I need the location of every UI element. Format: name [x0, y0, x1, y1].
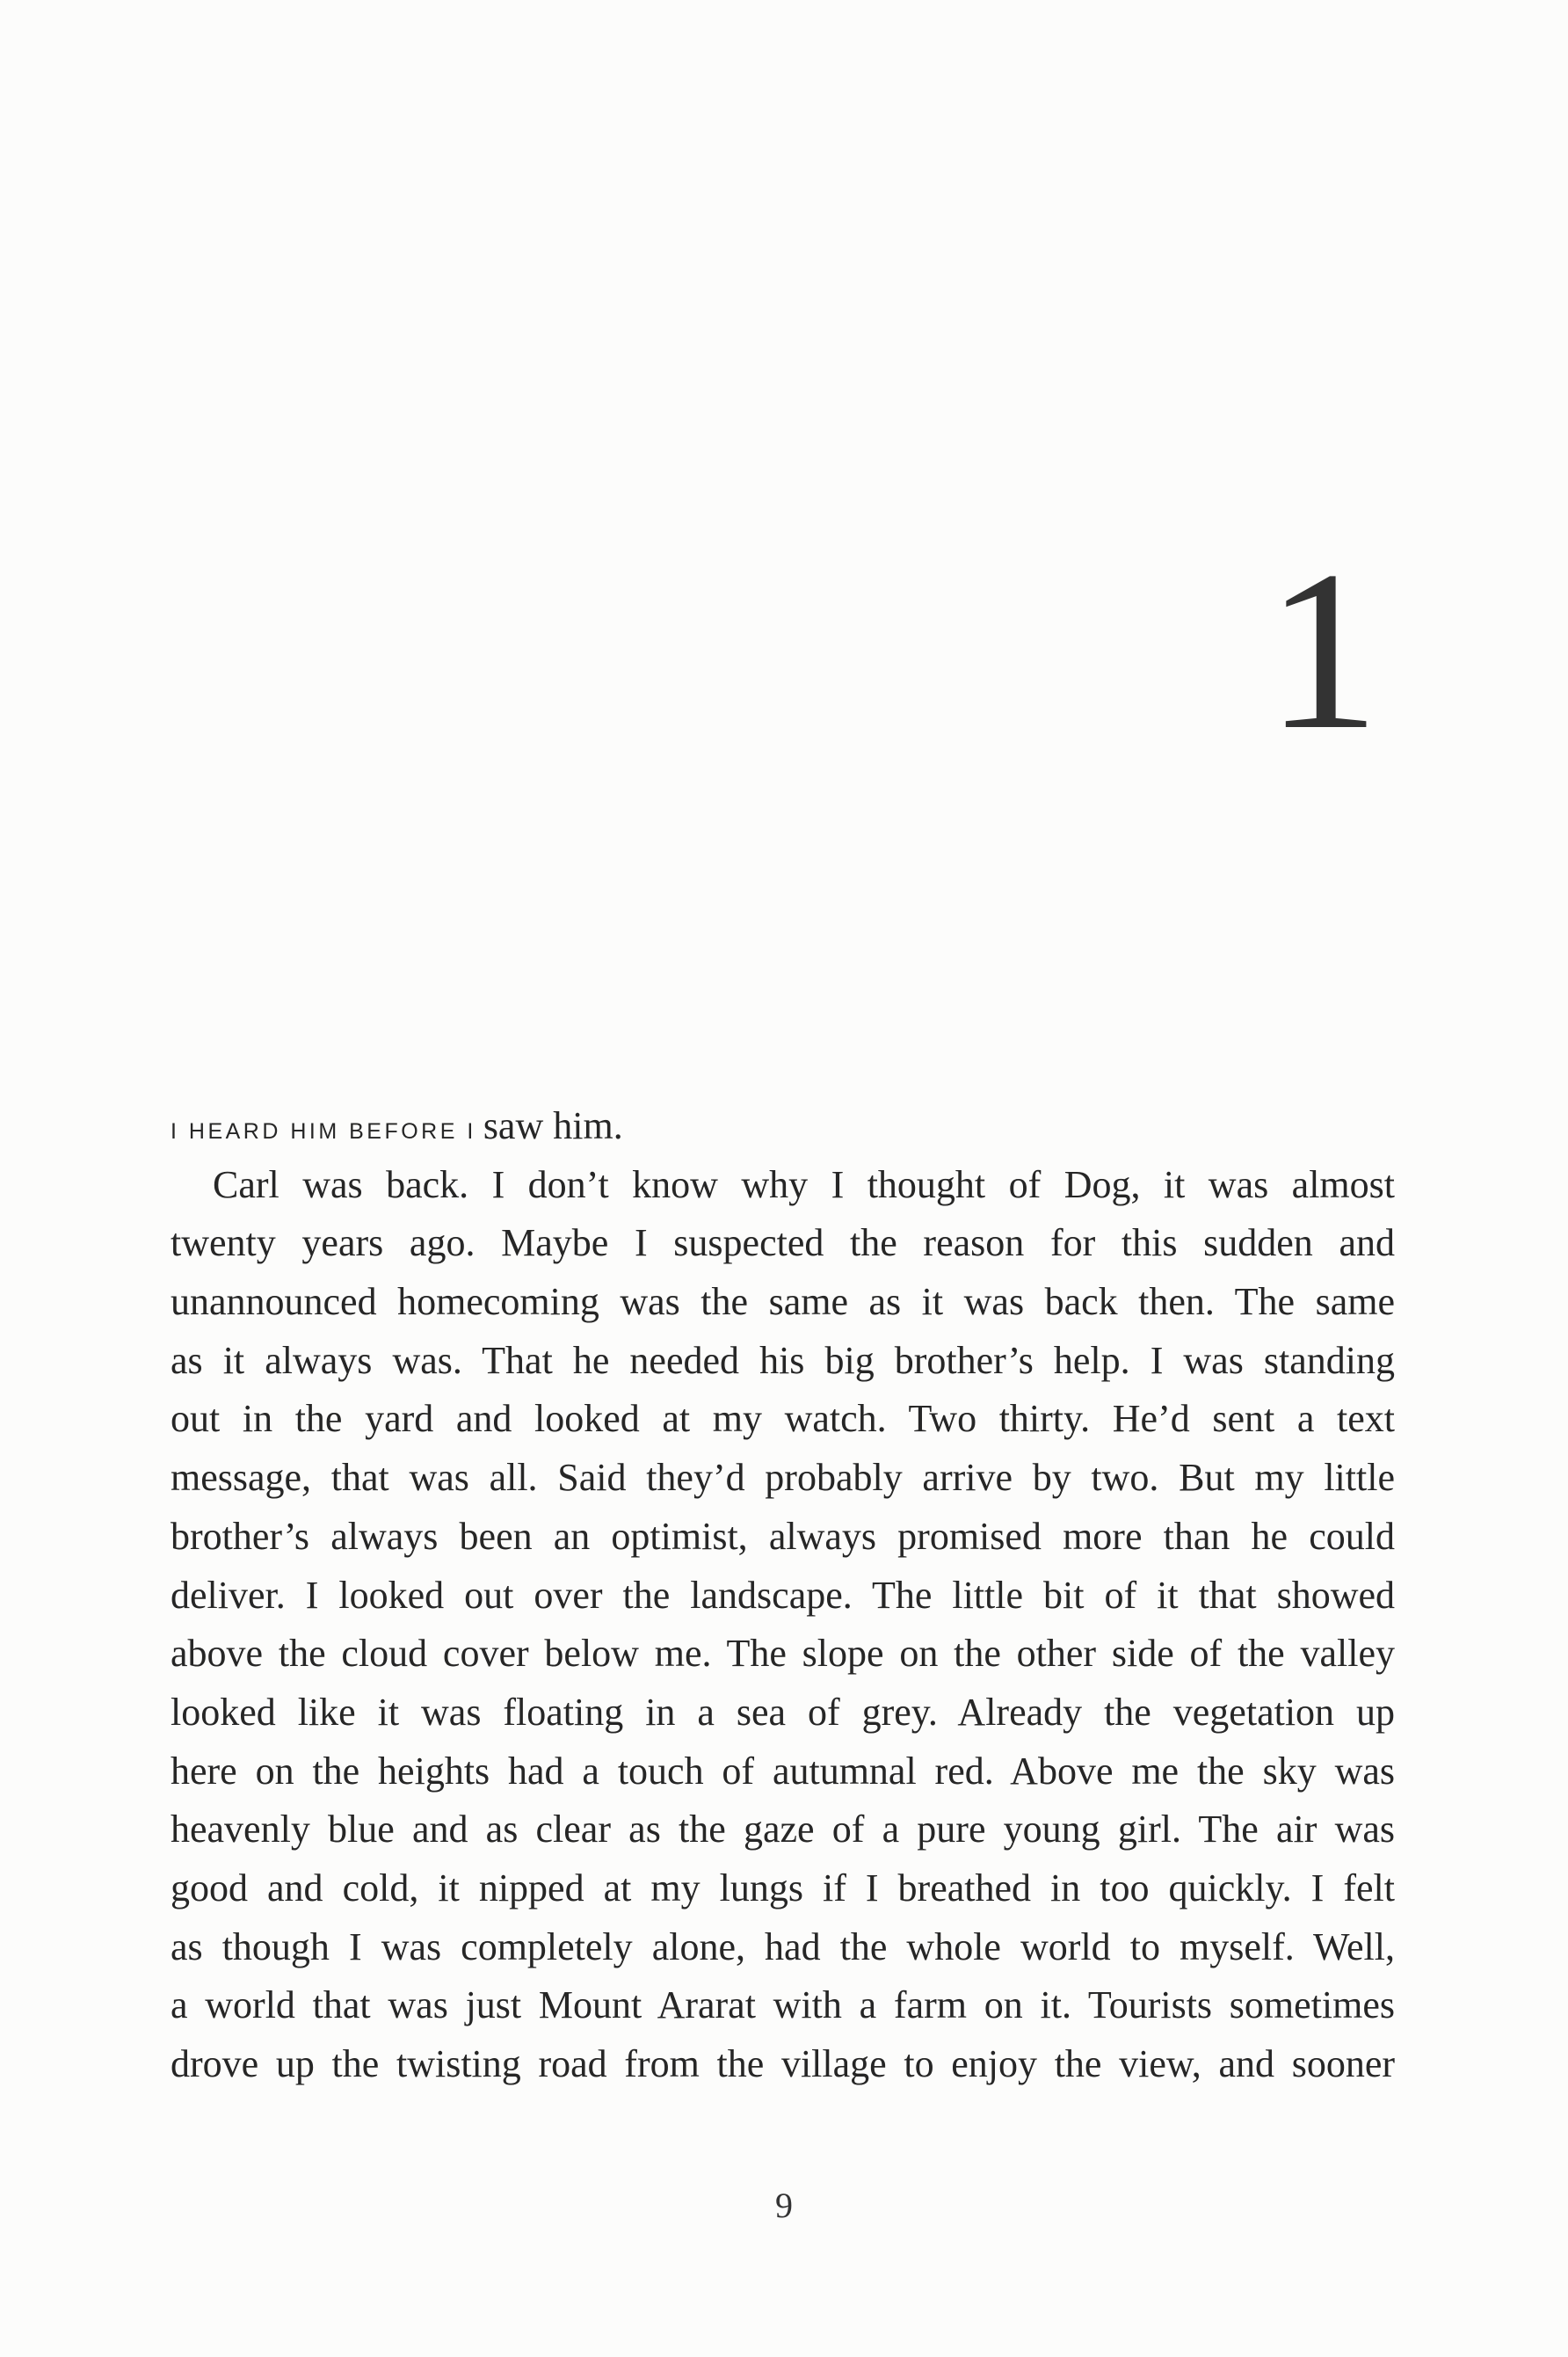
text-line: as it always was. That he needed his big brother’s help. I was standing [171, 1338, 1395, 1382]
text-line: unannounced homecoming was the same as it was back then. The same [171, 1280, 1395, 1324]
text-line: as though I was completely alone, had the whole world to myself. Well, [171, 1924, 1395, 1968]
text-line: out in the yard and looked at my watch. Two thirty. He’d sent a text [171, 1397, 1395, 1441]
text-line: a world that was just Mount Ararat with a farm on it. Tourists sometimes [171, 1983, 1395, 2027]
text-line: here on the heights had a touch of autumnal red. Above me the sky was [171, 1749, 1395, 1793]
text-line: brother’s always been an optimist, always promised more than he could [171, 1514, 1395, 1558]
text-line: deliver. I looked out over the landscape. The little bit of it that showed [171, 1573, 1395, 1617]
text-line: Carl was back. I don’t know why I thought of Dog, it was almost [213, 1162, 1395, 1206]
text-line: twenty years ago. Maybe I suspected the reason for this sudden and [171, 1221, 1395, 1265]
chapter-number: 1 [1266, 524, 1380, 777]
text-line: above the cloud cover below me. The slope on the other side of the valley [171, 1632, 1395, 1676]
text-line: drove up the twisting road from the village to enjoy the view, and sooner [171, 2042, 1395, 2085]
page-number: 9 [775, 2186, 793, 2225]
text-line: good and cold, it nipped at my lungs if I breathed in too quickly. I felt [171, 1866, 1395, 1910]
body-text [171, 1097, 1395, 2094]
opening-line [171, 1097, 1395, 1156]
text-line: looked like it was floating in a sea of grey. Already the vegetation up [171, 1690, 1395, 1734]
opening-rest: saw him. [483, 1104, 623, 1147]
text-line: message, that was all. Said they’d probably arrive by two. But my little [171, 1456, 1395, 1500]
opening-smallcaps: I HEARD HIM BEFORE I [171, 1119, 476, 1144]
text-line: heavenly blue and as clear as the gaze of a pure young girl. The air was [171, 1808, 1395, 1851]
